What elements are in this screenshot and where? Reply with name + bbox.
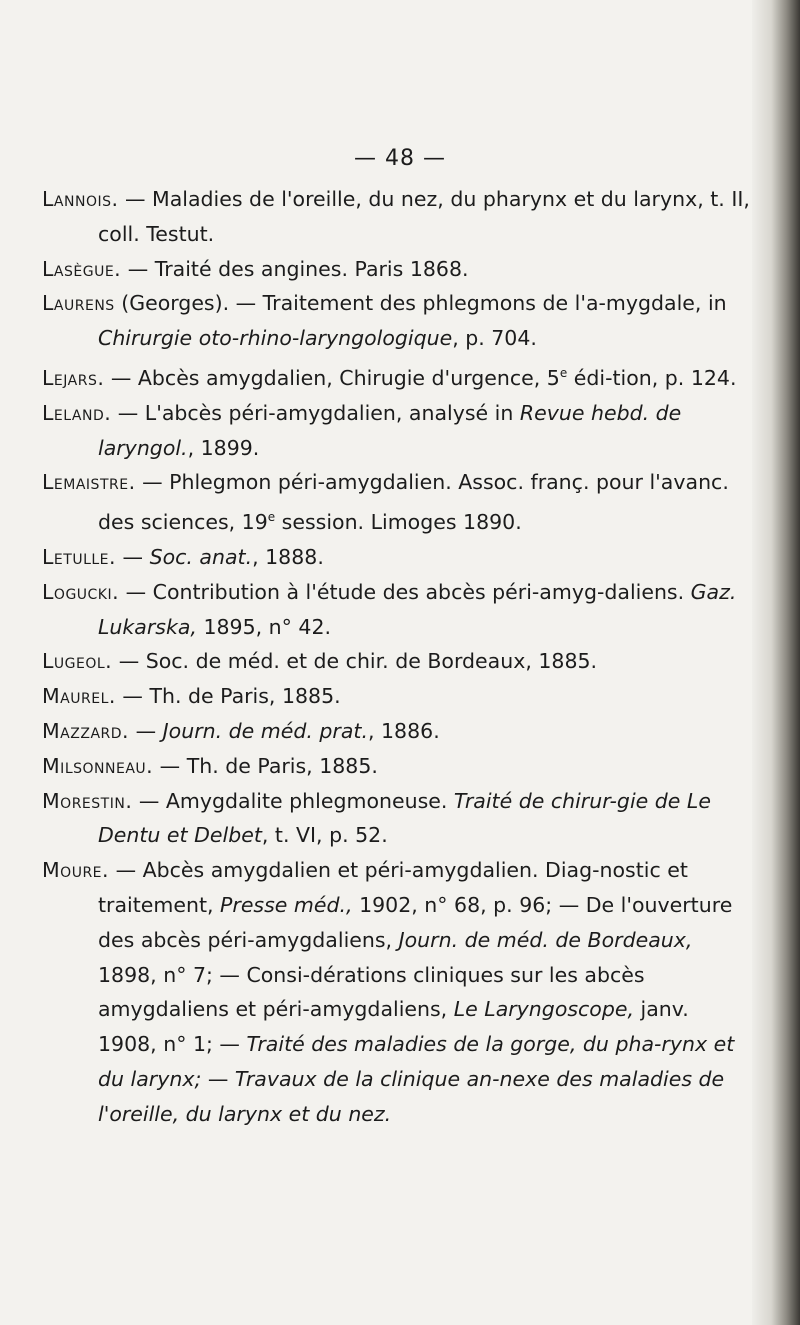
entry-text: — Th. de Paris, 1885. xyxy=(153,753,378,778)
superscript: e xyxy=(267,510,276,525)
entry-text: édi-tion, p. 124. xyxy=(567,365,737,390)
entry-source-title: Presse méd., xyxy=(220,892,353,917)
bibliography-entry xyxy=(42,396,754,466)
entry-author: Morestin. xyxy=(42,788,133,813)
entry-text: — Soc. de méd. et de chir. de Bordeaux, 1885. xyxy=(112,649,598,674)
bibliography-entry xyxy=(42,644,754,679)
entry-text: — Maladies de l'oreille, du nez, du pharynx et du larynx, t. II, coll. Testut. xyxy=(98,187,750,246)
entry-text: — Amygdalite phlegmoneuse. xyxy=(132,788,454,813)
entry-author: Mazzard. xyxy=(42,718,130,743)
entry-author: Laurens xyxy=(42,291,115,316)
entry-text: — Phlegmon péri-amygdalien. Assoc. franç. pour l'avanc. des sciences, 19 xyxy=(98,470,729,535)
entry-source-title: Travaux de la clinique an-nexe des maladies de l'oreille, du larynx et du nez. xyxy=(98,1066,725,1126)
entry-author: Milsonneau. xyxy=(42,753,154,778)
entry-author: Moure. xyxy=(42,858,110,883)
entry-text: — Th. de Paris, 1885. xyxy=(115,684,341,709)
entry-author: Lannois. xyxy=(42,187,119,211)
entry-author: Leland. xyxy=(42,400,112,425)
bibliography-entry xyxy=(42,540,754,575)
entry-source-title: Journ. de méd. de Bordeaux, xyxy=(398,927,693,952)
entry-text: — Abcès amygdalien, Chirugie d'urgence, 5 xyxy=(104,365,560,390)
entry-text: — Contribution à l'étude des abcès péri-amyg-daliens. xyxy=(119,579,691,604)
entry-source-title: Soc. anat. xyxy=(149,544,253,569)
bibliography-entry xyxy=(42,575,754,645)
entry-source-title: Traité des maladies de la gorge, du pha-rynx et du larynx; xyxy=(98,1032,735,1091)
entry-source-title: Traité de chirur-gie de Le Dentu et Delbet xyxy=(98,788,711,848)
bibliography-entry xyxy=(42,714,754,749)
bibliography-entry xyxy=(42,252,754,287)
entry-source-title: Revue hebd. de laryngol. xyxy=(98,400,682,460)
entry-text: 1898, n° 7; — Consi-dérations cliniques sur les abcès amygdaliens et péri-amygdaliens, xyxy=(98,962,645,1022)
bibliography-entry xyxy=(42,356,754,396)
bibliography-entry xyxy=(42,286,754,356)
entry-author: Letulle. xyxy=(42,544,117,569)
bibliography-entry xyxy=(42,182,754,252)
bibliography-entry xyxy=(42,465,754,540)
entry-source-title: Le Laryngoscope, xyxy=(453,997,634,1022)
entry-text: (Georges). — Traitement des phlegmons de l'a-mygdale, in xyxy=(114,291,727,316)
entry-text: — L'abcès péri-amygdalien, analysé in xyxy=(111,400,520,425)
entry-text: — xyxy=(201,1066,235,1091)
bibliography-entry xyxy=(42,853,754,1131)
entry-text: , 1888. xyxy=(252,544,324,569)
entry-text: 1902, n° 68, p. 96; — De l'ouverture des abcès péri-amygdaliens, xyxy=(98,892,733,952)
page-number: — 48 — xyxy=(354,146,446,171)
entry-author: Logucki. xyxy=(42,579,120,604)
entry-text: , p. 704. xyxy=(452,326,537,351)
bibliography-entry xyxy=(42,679,754,714)
entry-text: , 1886. xyxy=(367,718,440,743)
entry-text: , 1899. xyxy=(187,435,260,460)
entry-author: Lugeol. xyxy=(42,649,113,674)
bibliography-list xyxy=(42,182,754,1132)
superscript: e xyxy=(559,365,568,380)
entry-text: — xyxy=(116,544,150,569)
entry-text: , t. VI, p. 52. xyxy=(261,823,388,848)
bibliography-entry xyxy=(42,749,754,784)
entry-author: Lemaistre. xyxy=(42,470,136,495)
entry-text: janv. 1908, n° 1; — xyxy=(98,997,689,1057)
entry-text: — Traité des angines. Paris 1868. xyxy=(121,256,469,281)
entry-text: session. Limoges 1890. xyxy=(275,510,522,535)
page-edge-shadow xyxy=(752,0,800,1325)
entry-text: 1895, n° 42. xyxy=(196,614,332,639)
entry-text: — xyxy=(129,718,163,743)
entry-text: — Abcès amygdalien et péri-amygdalien. Diag-nostic et traitement, xyxy=(98,858,688,917)
bibliography-entry xyxy=(42,784,754,854)
entry-source-title: Chirurgie oto-rhino-laryngologique xyxy=(98,326,453,351)
entry-source-title: Gaz. Lukarska, xyxy=(98,579,737,639)
entry-author: Maurel. xyxy=(42,684,116,709)
entry-author: Lejars. xyxy=(42,365,105,390)
entry-source-title: Journ. de méd. prat. xyxy=(162,718,368,743)
entry-author: Lasègue. xyxy=(42,256,122,281)
